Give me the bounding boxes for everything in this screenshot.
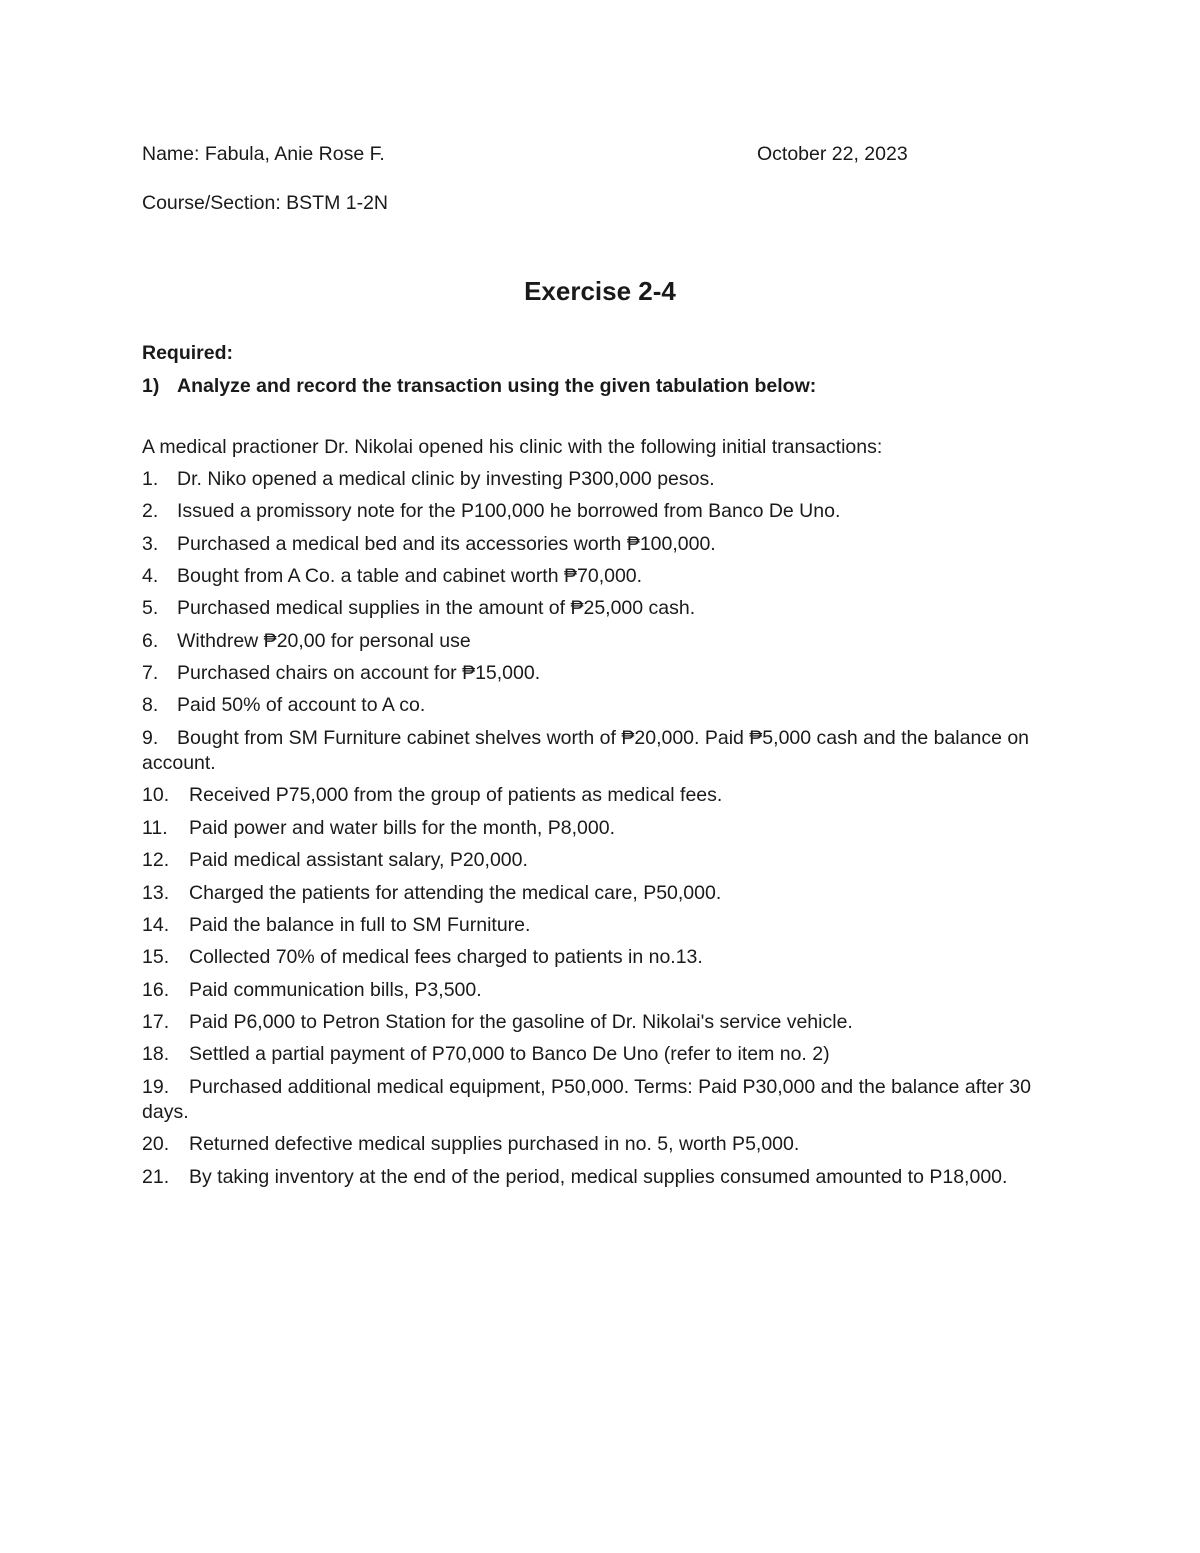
transaction-text: Paid communication bills, P3,500. [189, 978, 482, 1001]
transaction-number: 13. [142, 881, 170, 904]
transaction-item [142, 1132, 1062, 1157]
transaction-item [142, 726, 1062, 777]
transaction-item [142, 913, 1062, 938]
transaction-text: Paid 50% of account to A co. [177, 694, 426, 717]
transaction-number: 8. [142, 694, 159, 717]
transaction-number: 11. [142, 816, 168, 839]
transaction-item [142, 881, 1062, 906]
transaction-number: 3. [142, 532, 159, 555]
instruction-number: 1) [142, 375, 160, 398]
transaction-text: Returned defective medical supplies purchased in no. 5, worth P5,000. [189, 1133, 800, 1156]
page-title: Exercise 2-4 [524, 276, 676, 306]
transaction-text: Purchased a medical bed and its accessories worth ₱100,000. [177, 532, 716, 555]
transaction-number: 16. [142, 978, 170, 1001]
transaction-text: Purchased additional medical equipment, P50,000. Terms: Paid P30,000 and the balance after 30 days. [142, 1075, 1031, 1123]
instruction-text: Analyze and record the transaction using the given tabulation below: [177, 375, 817, 398]
transaction-number: 6. [142, 629, 159, 652]
transaction-text: Bought from SM Furniture cabinet shelves worth of ₱20,000. Paid ₱5,000 cash and the balance on account. [142, 726, 1030, 775]
required-label: Required: [142, 342, 234, 364]
instruction [142, 374, 1062, 399]
transaction-item [142, 848, 1062, 873]
document-date: October 22, 2023 [757, 143, 908, 165]
transaction-number: 20. [142, 1133, 170, 1156]
transaction-number: 12. [142, 849, 170, 872]
transaction-text: Paid medical assistant salary, P20,000. [189, 849, 528, 872]
transaction-item [142, 629, 1062, 654]
intro-paragraph: A medical practioner Dr. Nikolai opened his clinic with the following initial transactions: [142, 435, 883, 458]
transaction-number: 17. [142, 1010, 170, 1033]
transaction-number: 15. [142, 946, 170, 969]
transaction-number: 9. [142, 726, 159, 749]
transaction-number: 4. [142, 565, 159, 588]
transaction-item [142, 945, 1062, 970]
transaction-item [142, 564, 1062, 589]
transaction-item [142, 467, 1062, 492]
transaction-text: Withdrew ₱20,00 for personal use [177, 629, 471, 652]
transaction-number: 18. [142, 1043, 170, 1066]
student-name: Name: Fabula, Anie Rose F. [142, 143, 385, 165]
transaction-item [142, 816, 1062, 841]
transaction-number: 19. [142, 1075, 170, 1098]
transaction-text: Purchased medical supplies in the amount of ₱25,000 cash. [177, 597, 696, 620]
transaction-number: 2. [142, 500, 159, 523]
document-page [142, 142, 1062, 1197]
transaction-text: Dr. Niko opened a medical clinic by investing P300,000 pesos. [177, 468, 715, 491]
transaction-number: 5. [142, 597, 159, 620]
transaction-item [142, 499, 1062, 524]
transaction-text: Settled a partial payment of P70,000 to Banco De Uno (refer to item no. 2) [189, 1043, 830, 1066]
transaction-item [142, 1010, 1062, 1035]
transaction-text: Received P75,000 from the group of patients as medical fees. [189, 784, 723, 807]
transaction-text: Charged the patients for attending the medical care, P50,000. [189, 881, 722, 904]
transaction-item [142, 978, 1062, 1003]
transaction-text: By taking inventory at the end of the period, medical supplies consumed amounted to P18,000. [189, 1165, 1008, 1188]
transaction-text: Bought from A Co. a table and cabinet worth ₱70,000. [177, 565, 643, 588]
transaction-number: 1. [142, 468, 159, 491]
transaction-item [142, 596, 1062, 621]
transaction-item [142, 661, 1062, 686]
transaction-text: Issued a promissory note for the P100,000 he borrowed from Banco De Uno. [177, 500, 841, 523]
transaction-number: 21. [142, 1165, 170, 1188]
transaction-number: 14. [142, 913, 170, 936]
transaction-list [142, 467, 1062, 1190]
header-row [142, 142, 1062, 168]
transaction-number: 7. [142, 662, 159, 685]
transaction-item [142, 1165, 1062, 1190]
transaction-text: Purchased chairs on account for ₱15,000. [177, 662, 541, 685]
transaction-item [142, 693, 1062, 718]
course-section: Course/Section: BSTM 1-2N [142, 192, 389, 214]
transaction-item [142, 532, 1062, 557]
transaction-item [142, 783, 1062, 808]
transaction-item [142, 1042, 1062, 1067]
transaction-text: Paid the balance in full to SM Furniture. [189, 913, 531, 936]
transaction-text: Paid P6,000 to Petron Station for the gasoline of Dr. Nikolai's service vehicle. [189, 1010, 853, 1033]
transaction-text: Paid power and water bills for the month, P8,000. [189, 816, 615, 839]
transaction-item [142, 1075, 1062, 1126]
transaction-number: 10. [142, 784, 170, 807]
transaction-text: Collected 70% of medical fees charged to patients in no.13. [189, 946, 703, 969]
